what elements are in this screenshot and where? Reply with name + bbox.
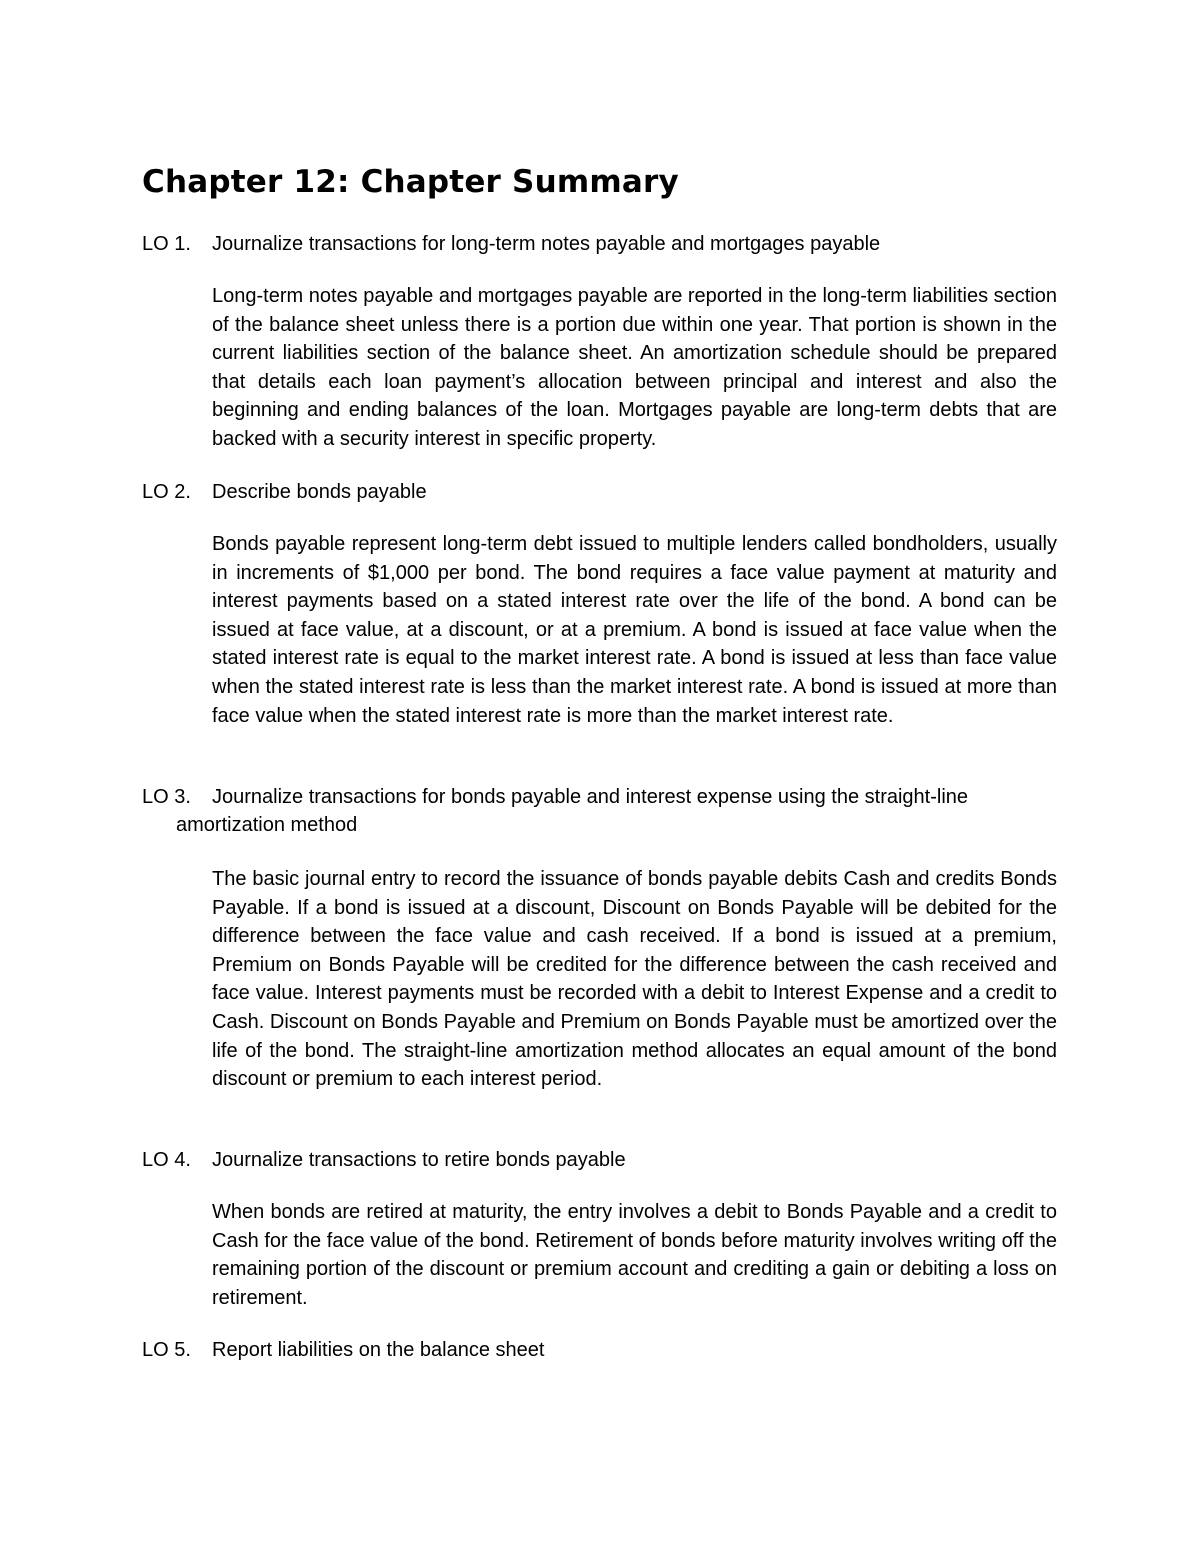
lo-2-heading — [142, 478, 1072, 506]
lo-3-number: LO 3. — [142, 786, 191, 808]
lo-1-heading — [142, 230, 1072, 258]
lo-1-number: LO 1. — [142, 233, 191, 255]
lo-3-heading — [142, 783, 1072, 839]
lo-4-heading — [142, 1146, 1072, 1174]
lo-5-number: LO 5. — [142, 1339, 191, 1361]
lo-5-heading-text: Report liabilities on the balance sheet — [212, 1339, 545, 1361]
page-title: Chapter 12: Chapter Summary — [142, 164, 679, 200]
lo-4-heading-text: Journalize transactions to retire bonds payable — [212, 1149, 626, 1171]
lo-4-number: LO 4. — [142, 1149, 191, 1171]
lo-5-heading — [142, 1336, 1072, 1364]
lo-1-body: Long-term notes payable and mortgages payable are reported in the long-term liabilities section of the balance sheet unless there is a portion due within one year. That portion is shown in the current liabilities section of the balance sheet. An amortization schedule should be prepared that details each loan payment’s allocation between principal and interest and also the beginning and ending balances of the loan. Mortgages payable are long-term debts that are backed with a security interest in specific property. — [212, 285, 1057, 450]
lo-3-heading-continuation: amortization method — [176, 814, 358, 836]
lo-2-number: LO 2. — [142, 481, 191, 503]
lo-1-heading-text: Journalize transactions for long-term notes payable and mortgages payable — [212, 233, 881, 255]
lo-2-heading-text: Describe bonds payable — [212, 481, 427, 503]
lo-3-heading-text: Journalize transactions for bonds payable and interest expense using the straight-line — [212, 786, 969, 808]
lo-3-body: The basic journal entry to record the issuance of bonds payable debits Cash and credits Bonds Payable. If a bond is issued at a discount, Discount on Bonds Payable will be debited for the difference between the face value and cash received. If a bond is issued at a premium, Premium on Bonds Payable will be credited for the difference between the cash received and face value. Interest payments must be recorded with a debit to Interest Expense and a credit to Cash. Discount on Bonds Payable and Premium on Bonds Payable must be amortized over the life of the bond. The straight-line amortization method allocates an equal amount of the bond discount or premium to each interest period. — [212, 868, 1057, 1091]
lo-2-body: Bonds payable represent long-term debt issued to multiple lenders called bondholders, usually in increments of $1,000 per bond. The bond requires a face value payment at maturity and interest payments based on a stated interest rate over the life of the bond. A bond can be issued at face value, at a discount, or at a premium. A bond is issued at face value when the stated interest rate is equal to the market interest rate. A bond is issued at less than face value when the stated interest rate is less than the market interest rate. A bond is issued at more than face value when the stated interest rate is more than the market interest rate. — [212, 533, 1057, 727]
lo-4-body: When bonds are retired at maturity, the entry involves a debit to Bonds Payable and a credit to Cash for the face value of the bond. Retirement of bonds before maturity involves writing off the remaining portion of the discount or premium account and crediting a gain or debiting a loss on retirement. — [212, 1201, 1057, 1309]
